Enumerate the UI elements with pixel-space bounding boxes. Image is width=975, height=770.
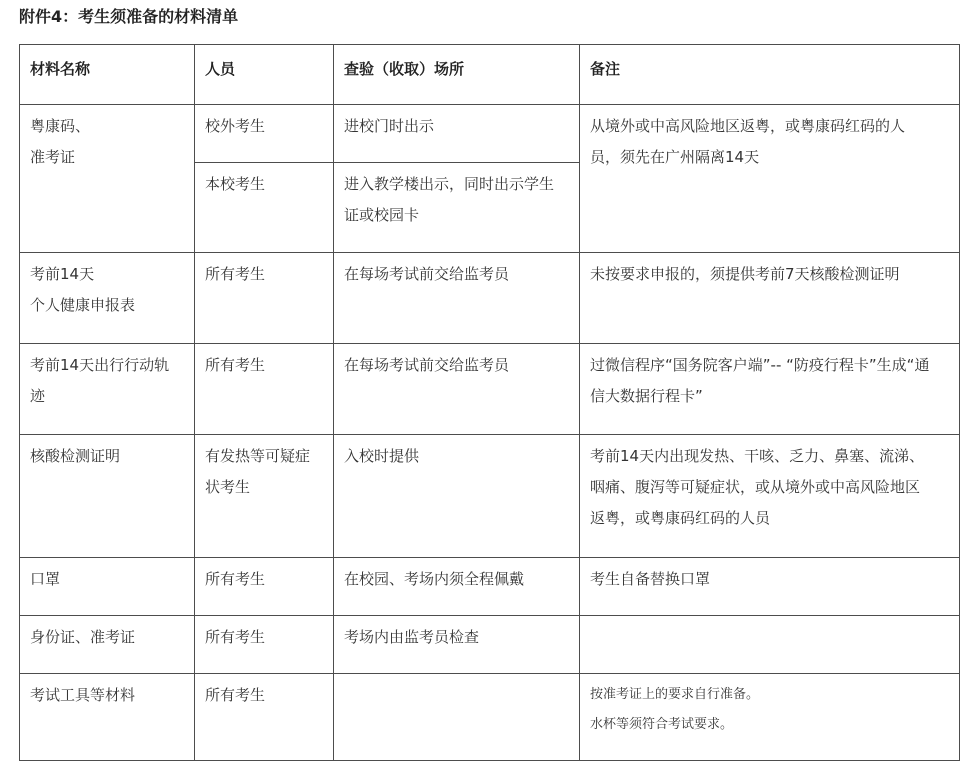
cell-person: 所有考生: [195, 674, 334, 761]
cell-material: 口罩: [20, 558, 195, 616]
table-row: [20, 558, 960, 616]
table-row: [20, 105, 960, 163]
page-title: 附件4：考生须准备的材料清单: [19, 7, 239, 26]
header-note: 备注: [580, 45, 960, 105]
cell-note: 考前14天内出现发热、干咳、乏力、鼻塞、流涕、 咽痛、腹泻等可疑症状，或从境外或中高风险地区 返粤，或粤康码红码的人员: [580, 435, 960, 558]
table-row: [20, 435, 960, 558]
cell-material: 考试工具等材料: [20, 674, 195, 761]
cell-note: 考生自备替换口罩: [580, 558, 960, 616]
cell-note: 从境外或中高风险地区返粤，或粤康码红码的人 员，须先在广州隔离14天: [580, 105, 960, 253]
cell-person: 所有考生: [195, 253, 334, 344]
table-row: [20, 253, 960, 344]
header-material: 材料名称: [20, 45, 195, 105]
cell-place: 进入教学楼出示，同时出示学生 证或校园卡: [334, 163, 580, 253]
cell-person: 所有考生: [195, 344, 334, 435]
cell-note: 未按要求申报的，须提供考前7天核酸检测证明: [580, 253, 960, 344]
table-row: [20, 616, 960, 674]
cell-place: 进校门时出示: [334, 105, 580, 163]
cell-material: 粤康码、 准考证: [20, 105, 195, 253]
header-place: 查验（收取）场所: [334, 45, 580, 105]
cell-person: 所有考生: [195, 558, 334, 616]
cell-note: 过微信程序“国务院客户端”-- “防疫行程卡”生成“通 信大数据行程卡”: [580, 344, 960, 435]
cell-person: 所有考生: [195, 616, 334, 674]
table-row: [20, 344, 960, 435]
table-row: [20, 674, 960, 761]
cell-place: 考场内由监考员检查: [334, 616, 580, 674]
cell-person: 有发热等可疑症 状考生: [195, 435, 334, 558]
cell-place: 入校时提供: [334, 435, 580, 558]
cell-note: 按准考证上的要求自行准备。 水杯等须符合考试要求。: [580, 674, 960, 761]
cell-material: 核酸检测证明: [20, 435, 195, 558]
cell-material: 考前14天出行行动轨 迹: [20, 344, 195, 435]
materials-table: [19, 44, 960, 761]
cell-material: 考前14天 个人健康申报表: [20, 253, 195, 344]
cell-place: [334, 674, 580, 761]
cell-person: 校外考生: [195, 105, 334, 163]
cell-person: 本校考生: [195, 163, 334, 253]
cell-place: 在每场考试前交给监考员: [334, 344, 580, 435]
cell-place: 在校园、考场内须全程佩戴: [334, 558, 580, 616]
table-header-row: [20, 45, 960, 105]
cell-material: 身份证、准考证: [20, 616, 195, 674]
cell-note: [580, 616, 960, 674]
cell-place: 在每场考试前交给监考员: [334, 253, 580, 344]
header-person: 人员: [195, 45, 334, 105]
